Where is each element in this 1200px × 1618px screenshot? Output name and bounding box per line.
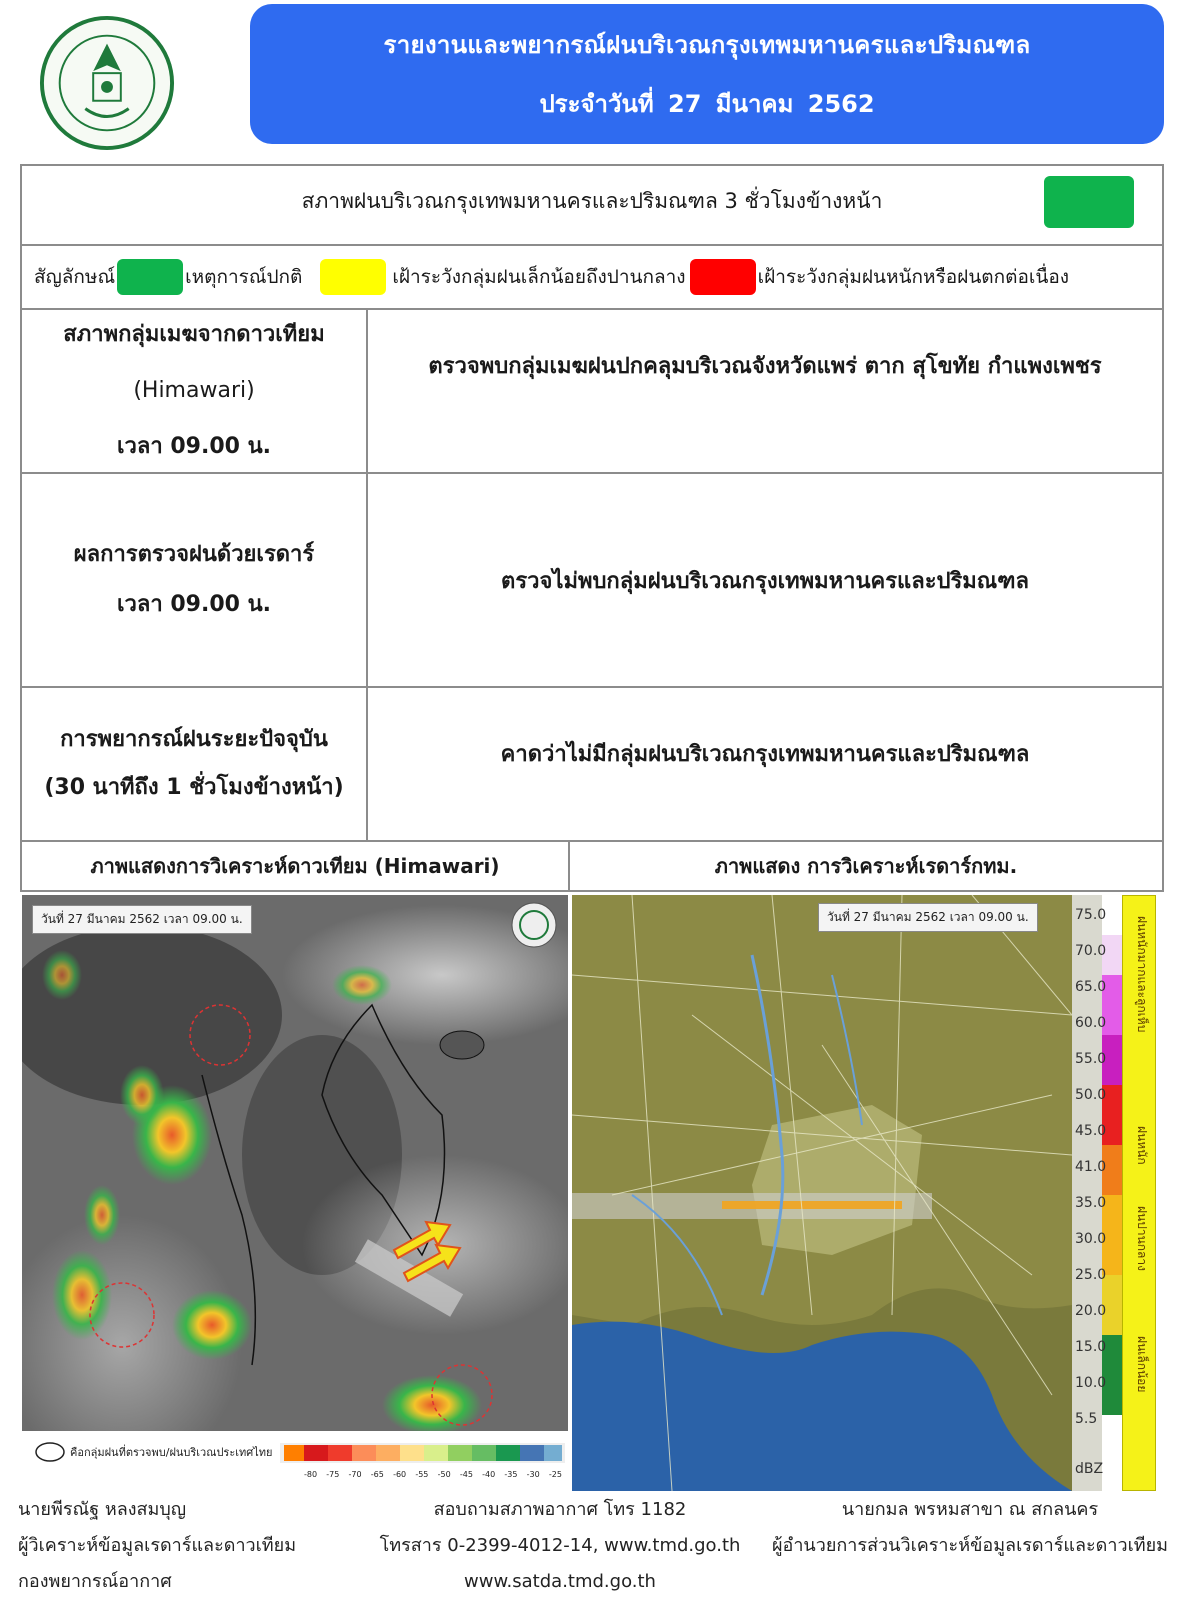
satellite-caption: ภาพแสดงการวิเคราะห์ดาวเทียม (Himawari) [90,854,500,878]
radar-image [572,895,1072,1491]
legend-text-watch-light: เฝ้าระวังกลุ่มฝนเล็กน้อยถึงปานกลาง [392,266,686,288]
radar-result-text: ตรวจไม่พบกลุ่มฝนบริเวณกรุงเทพมหานครและปริมณฑล [501,568,1029,594]
footer-director [760,1492,1180,1564]
satellite-legend-note: คือกลุ่มฝนที่ตรวจพบ/ฝนบริเวณประเทศไทย [70,1446,273,1459]
radar-map [572,895,1072,1491]
rain-category-bar: ฝนหนักมากและลูกเห็บ ฝนหนัก ฝนปานกลาง ฝนเล็กน้อย [1122,895,1156,1491]
satellite-result-text: ตรวจพบกลุ่มเมฆฝนปกคลุมบริเวณจังหวัดแพร่ ตาก สุโขทัย กำแพงเพชร [428,353,1102,379]
analyst-name: นายพีรณัฐ หลงสมบุญ [18,1499,187,1520]
title-banner [250,4,1164,144]
satellite-image [22,895,568,1491]
nowcast-label-line2: (30 นาทีถึง 1 ชั่วโมงข้างหน้า) [44,775,344,800]
legend-text-normal: เหตุการณ์ปกติ [185,266,303,288]
satellite-timestamp: วันที่ 27 มีนาคม 2562 เวลา 09.00 น. [32,905,252,934]
contact-satda-website[interactable]: www.satda.tmd.go.th [464,1571,656,1592]
satellite-label-line3: เวลา 09.00 น. [116,434,271,459]
dbz-scale: 75.0 70.0 65.0 60.0 55.0 50.0 45.0 41.0 35.0 30.0 25.0 20.0 15.0 10.0 5.5 dBZ [1072,895,1122,1491]
satellite-result-cell [368,310,1162,420]
analyst-title: ผู้วิเคราะห์ข้อมูลเรดาร์และดาวเทียม [18,1535,297,1556]
analyst-division: กองพยากรณ์อากาศ [18,1571,172,1592]
director-title: ผู้อำนวยการส่วนวิเคราะห์ข้อมูลเรดาร์และดาวเทียม [771,1535,1169,1556]
radar-label-line2: เวลา 09.00 น. [116,592,271,617]
radar-result-cell [368,474,1162,686]
legend-swatch-red [690,259,756,295]
satellite-map [22,895,568,1491]
legend-text-watch-heavy: เฝ้าระวังกลุ่มฝนหนักหรือฝนตกต่อเนื่อง [757,266,1070,288]
radar-label-line1: ผลการตรวจฝนด้วยเรดาร์ [73,542,315,567]
satellite-label-line1: สภาพกลุ่มเมฆจากดาวเทียม [63,322,325,347]
radar-caption: ภาพแสดง การวิเคราะห์เรดาร์กทม. [714,854,1018,878]
contact-phone: สอบถามสภาพอากาศ โทร 1182 [433,1499,687,1520]
status-indicator-green [1044,176,1134,228]
report-date: ประจำวันที่ 27 มีนาคม 2562 [539,90,875,118]
tmd-seal-logo [38,14,176,152]
radar-timestamp: วันที่ 27 มีนาคม 2562 เวลา 09.00 น. [818,903,1038,932]
report-title: รายงานและพยากรณ์ฝนบริเวณกรุงเทพมหานครและปริมณฑล [383,31,1031,59]
contact-fax-website[interactable]: โทรสาร 0-2399-4012-14, www.tmd.go.th [379,1535,741,1556]
nowcast-label-line1: การพยากรณ์ฝนระยะปัจจุบัน [60,727,328,752]
satellite-label-line2: (Himawari) [133,378,255,403]
nowcast-result-cell [368,688,1162,818]
legend-swatch-yellow [320,259,386,295]
nowcast-result-text: คาดว่าไม่มีกลุ่มฝนบริเวณกรุงเทพมหานครและปริมณฑล [500,741,1030,767]
satellite-label-cell [22,310,366,472]
temperature-scale-ticks: -80 -75 -70 -65 -60 -55 -50 -45 -40 -35 -30 -25 [304,1470,562,1479]
legend [22,246,1162,308]
legend-swatch-green [117,259,183,295]
status-heading: สภาพฝนบริเวณกรุงเทพมหานครและปริมณฑล 3 ชั่วโมงข้างหน้า [301,188,883,213]
radar-label-cell [22,474,366,686]
legend-label: สัญลักษณ์ [34,266,116,288]
footer-analyst [18,1492,296,1600]
director-name: นายกมล พรหมสาขา ณ สกลนคร [841,1499,1099,1520]
rain-report-table [20,164,1164,892]
footer-contact [370,1492,750,1600]
nowcast-label-cell [22,688,366,840]
